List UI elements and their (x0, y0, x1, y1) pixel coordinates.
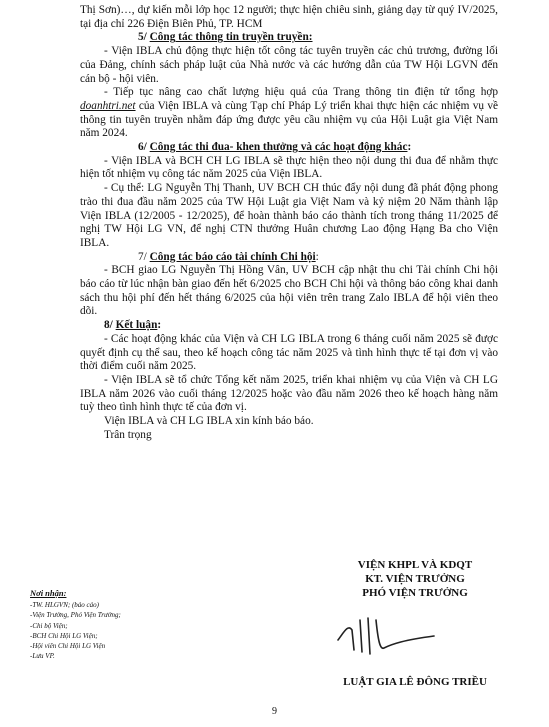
page-number: 9 (272, 706, 277, 717)
paragraph-6a: - Viện IBLA và BCH CH LG IBLA sẽ thực hiện theo nội dung thi đua để nhằm thực hiện tốt nhiệm vụ công tác năm 2025 của Viện IBLA. (80, 154, 498, 181)
recipient-item: -Hội viên Chi Hội LG Viện (30, 642, 106, 651)
recipient-item: -Lưu VP. (30, 652, 55, 661)
recipients-block (30, 588, 200, 661)
section-7-colon: : (315, 250, 319, 263)
section-7-heading (80, 251, 498, 265)
closing-line-2: Trân trọng (104, 428, 152, 441)
recipient-item: -Viện Trưởng, Phó Viện Trưởng; (30, 611, 121, 620)
paragraph-5a: - Viện IBLA chủ động thực hiện tốt công tác tuyên truyền các chủ trương, đường lối của Đảng, chính sách pháp luật của Nhà nước và các hướng dẫn của TW Hội LGVN đến cán bộ - hội viên. (80, 45, 498, 85)
section-8-number: 8/ (104, 319, 113, 332)
section-5-title: Công tác thông tin truyền truyền: (149, 31, 313, 44)
section-5-heading (80, 31, 498, 45)
signature-block (300, 558, 530, 600)
signature-line-3: PHÓ VIỆN TRƯỞNG (362, 587, 468, 599)
section-7-number: 7/ (138, 250, 147, 263)
paragraph-intro: Thị Sơn)…, dự kiến mỗi lớp học 12 người; thực hiện chiêu sinh, giảng dạy từ quý IV/2025, tại địa chỉ 226 Điện Biên Phủ, TP. HCM (80, 4, 498, 30)
paragraph-5b-pre: - Tiếp tục nâng cao chất lượng hiệu quả của Trang thông tin điện tử tổng hợp (104, 86, 498, 99)
section-6-title: Công tác thi đua- khen thưởng và các hoạt động khác (149, 141, 408, 154)
paragraph-5b-post: của Viện IBLA và cùng Tạp chí Pháp Lý triển khai thực hiện các nhiệm vụ về thông tin tuyên truyền nhằm đáp ứng được yêu cầu nhiệm vụ của Hội Luật gia Việt Nam năm 2024. (80, 99, 498, 140)
recipient-item: -BCH Chi Hội LG Viện; (30, 631, 98, 640)
section-7-title: Công tác báo cáo tài chính Chi hội (149, 250, 316, 263)
section-6-number: 6/ (138, 141, 147, 154)
paragraph-5b (80, 86, 498, 141)
signer-name: LUẬT GIA LÊ ĐÔNG TRIỀU (343, 676, 487, 688)
signature-org: VIỆN KHPL VÀ KDQT (357, 559, 473, 571)
section-8-heading (80, 319, 498, 333)
signature-line-2: KT. VIỆN TRƯỞNG (365, 573, 465, 585)
paragraph-8a: - Các hoạt động khác của Viện và CH LG IBLA trong 6 tháng cuối năm 2025 sẽ được quyết định cụ thể sau, theo kế hoạch công tác năm 2025 và tình hình thực tế tại đơn vị vào thời điểm cuối năm 2025. (80, 332, 498, 373)
recipient-item: -TW. HLGVN; (báo cáo) (30, 601, 99, 610)
section-8-colon: : (157, 319, 162, 332)
handwritten-signature-icon (330, 610, 440, 658)
paragraph-7a: - BCH giao LG Nguyễn Thị Hồng Vân, UV BCH cập nhật thu chi Tài chính Chi hội báo cáo từ lúc nhận bàn giao đến hết 6/2025 cho BCH Chi hội và thông báo công khai danh sách thu hội phí đến hết tháng 6/2025 của hội viên trên trang Zalo IBLA để hội viên theo dõi. (80, 264, 498, 318)
recipients-title: Nơi nhận: (30, 588, 67, 598)
recipient-item: -Chi bộ Viện; (30, 621, 68, 630)
section-6-colon: : (407, 141, 412, 154)
body-text (80, 4, 498, 443)
section-8-title: Kết luận (115, 319, 158, 332)
closing-line-1: Viện IBLA và CH LG IBLA xin kính báo báo. (104, 415, 314, 428)
paragraph-6b: - Cụ thể: LG Nguyễn Thị Thanh, UV BCH CH thúc đẩy nội dung đã phát động phong trào thi đua đầu năm 2025 của TW Hội Luật gia Việt Nam và kỷ niệm 20 Năm thành lập Viện IBLA (12/2005 - 12/2025), để hoàn thành báo cáo thành tích trong tháng 11/2025 để nghị TW Hội LG VN, để nghị CTN thưởng Huân chương Lao động Hạng Ba cho Viện IBLA. (80, 182, 498, 249)
section-5-number: 5/ (138, 31, 147, 44)
section-6-heading (80, 141, 498, 155)
paragraph-8b: - Viện IBLA sẽ tổ chức Tổng kết năm 2025, triển khai nhiệm vụ của Viện và CH LG IBLA năm 2026 vào cuối tháng 12/2025 hoặc vào đầu năm 2026 theo kế hoạch hàng năm tuỳ theo tình hình thực tế của đơn vị. (80, 373, 498, 414)
website-link[interactable]: doanhtri.net (80, 99, 136, 112)
